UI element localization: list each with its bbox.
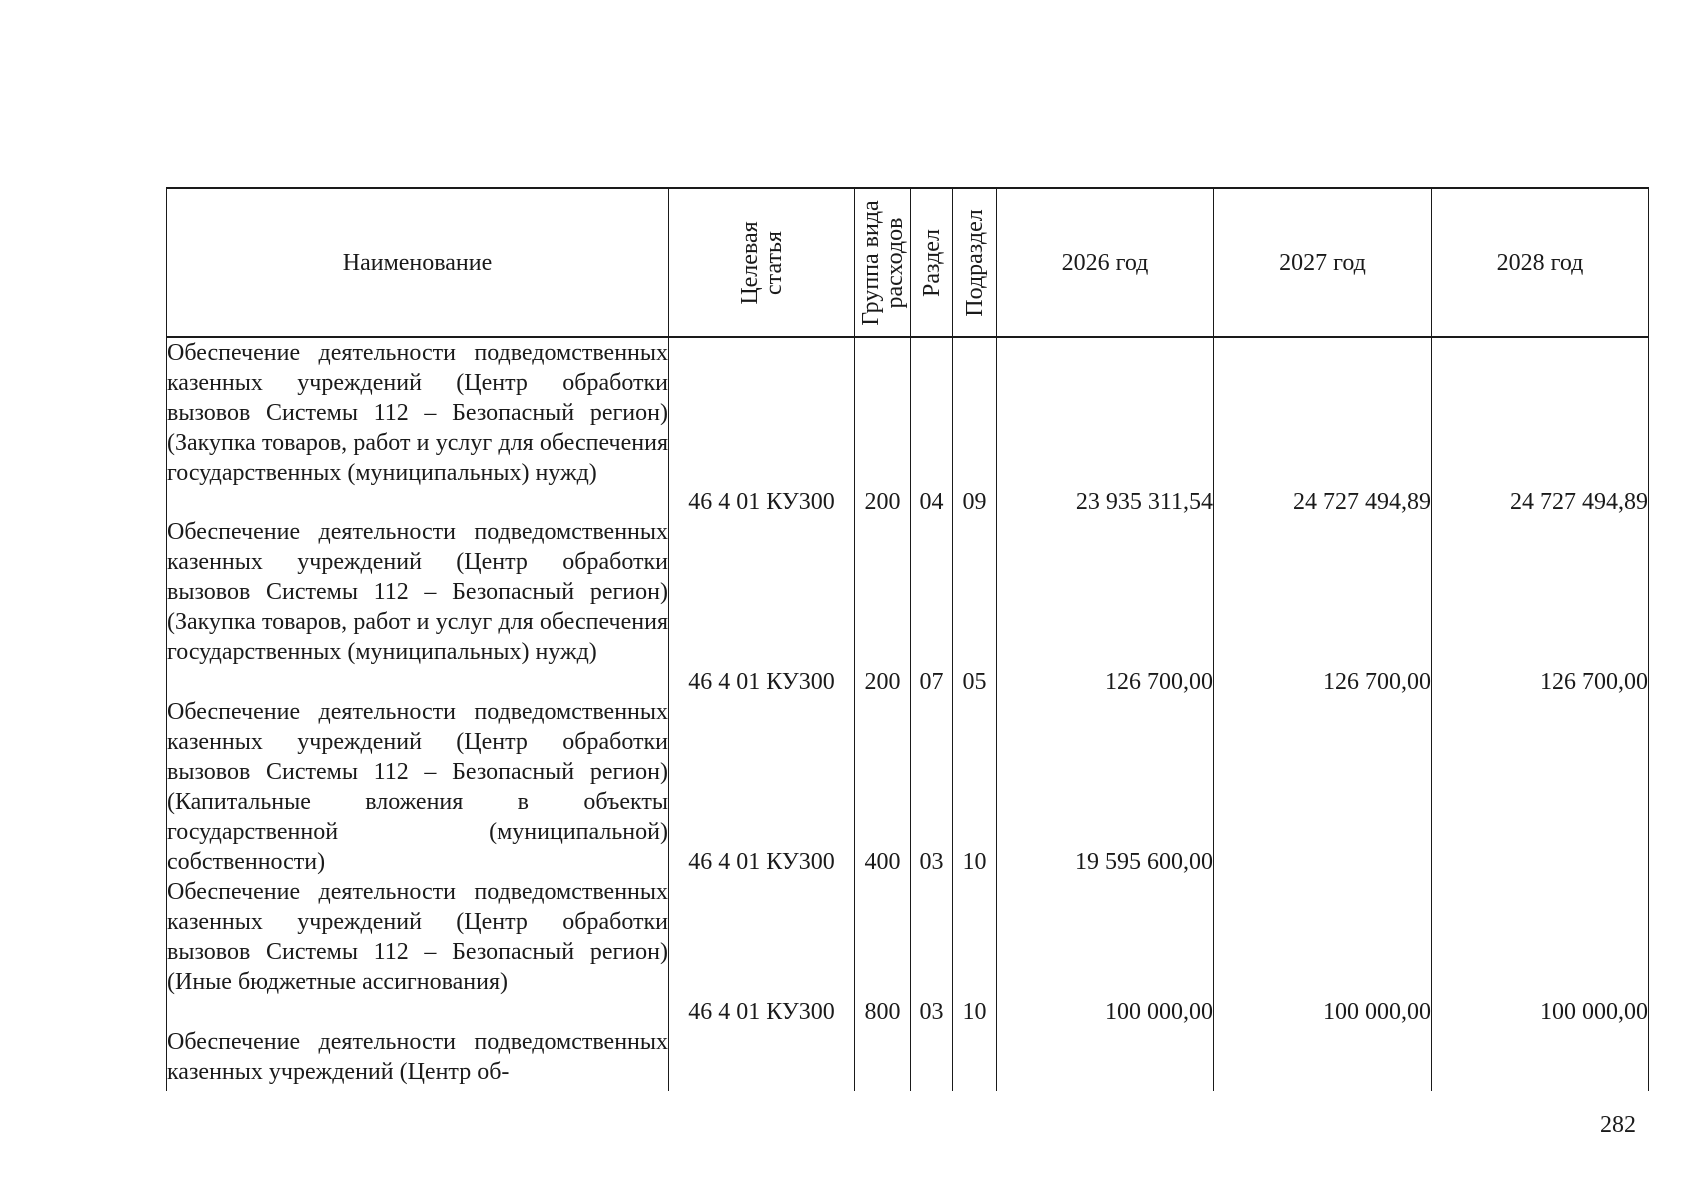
row-amount-2028: 126 700,00 — [1432, 517, 1649, 697]
row-name: Обеспечение деятельности подведомственных казенных учреждений (Центр обработки вызовов Системы 112 – Безопасный регион) (Иные бюджетные ассигнования) — [167, 877, 669, 1027]
table-row — [167, 1027, 1649, 1091]
row-expense-group — [855, 1027, 911, 1091]
row-subsection: 09 — [953, 337, 997, 517]
row-section: 03 — [911, 697, 953, 877]
row-amount-2028 — [1432, 697, 1649, 877]
row-amount-2027 — [1214, 697, 1432, 877]
header-year-2026: 2026 год — [997, 188, 1214, 337]
header-target-article-label: Целевая статья — [736, 220, 787, 305]
row-section: 03 — [911, 877, 953, 1027]
row-amount-2027: 100 000,00 — [1214, 877, 1432, 1027]
row-amount-2026: 100 000,00 — [997, 877, 1214, 1027]
row-subsection: 05 — [953, 517, 997, 697]
row-target-article: 46 4 01 КУ300 — [669, 337, 855, 517]
row-target-article: 46 4 01 КУ300 — [669, 517, 855, 697]
row-subsection: 10 — [953, 877, 997, 1027]
header-subsection-label: Подраздел — [961, 208, 988, 317]
row-amount-2027: 24 727 494,89 — [1214, 337, 1432, 517]
header-expense-group — [855, 188, 911, 337]
row-target-article: 46 4 01 КУ300 — [669, 697, 855, 877]
budget-table — [166, 187, 1649, 1091]
row-amount-2027: 126 700,00 — [1214, 517, 1432, 697]
header-name: Наименование — [167, 188, 669, 337]
row-amount-2026 — [997, 1027, 1214, 1091]
header-section — [911, 188, 953, 337]
table-row — [167, 697, 1649, 877]
page-number: 282 — [1600, 1112, 1636, 1138]
row-target-article — [669, 1027, 855, 1091]
header-expense-group-label: Группа вида расходов — [857, 199, 908, 326]
row-subsection — [953, 1027, 997, 1091]
row-amount-2028: 24 727 494,89 — [1432, 337, 1649, 517]
row-subsection: 10 — [953, 697, 997, 877]
header-target-article — [669, 188, 855, 337]
row-expense-group: 400 — [855, 697, 911, 877]
header-year-2028: 2028 год — [1432, 188, 1649, 337]
header-subsection — [953, 188, 997, 337]
table-row — [167, 877, 1649, 1027]
row-amount-2026: 23 935 311,54 — [997, 337, 1214, 517]
row-section: 04 — [911, 337, 953, 517]
header-row — [167, 188, 1649, 337]
row-amount-2028 — [1432, 1027, 1649, 1091]
header-section-label: Раздел — [918, 228, 945, 297]
row-name: Обеспечение деятельности подведомственных казенных учреждений (Центр об- — [167, 1027, 669, 1091]
row-expense-group: 200 — [855, 337, 911, 517]
row-amount-2026: 126 700,00 — [997, 517, 1214, 697]
row-section — [911, 1027, 953, 1091]
table-row — [167, 337, 1649, 517]
header-year-2027: 2027 год — [1214, 188, 1432, 337]
row-amount-2027 — [1214, 1027, 1432, 1091]
row-name: Обеспечение деятельности подведомственных казенных учреждений (Центр обработки вызовов Системы 112 – Безопасный регион) (Капитальные вложения в объекты государственной (муниципальной) собственности) — [167, 699, 668, 875]
row-target-article: 46 4 01 КУ300 — [669, 877, 855, 1027]
row-name: Обеспечение деятельности подведомственных казенных учреждений (Центр обработки вызовов Системы 112 – Безопасный регион) (Закупка товаров, работ и услуг для обеспечения государственных (муниципальных) нужд) — [167, 337, 669, 517]
row-name: Обеспечение деятельности подведомственных казенных учреждений (Центр обработки вызовов Системы 112 – Безопасный регион) (Закупка товаров, работ и услуг для обеспечения государственных (муниципальных) нужд) — [167, 517, 669, 697]
table-row — [167, 517, 1649, 697]
row-amount-2028: 100 000,00 — [1432, 877, 1649, 1027]
row-expense-group: 800 — [855, 877, 911, 1027]
row-section: 07 — [911, 517, 953, 697]
row-amount-2026: 19 595 600,00 — [997, 697, 1214, 877]
row-expense-group: 200 — [855, 517, 911, 697]
